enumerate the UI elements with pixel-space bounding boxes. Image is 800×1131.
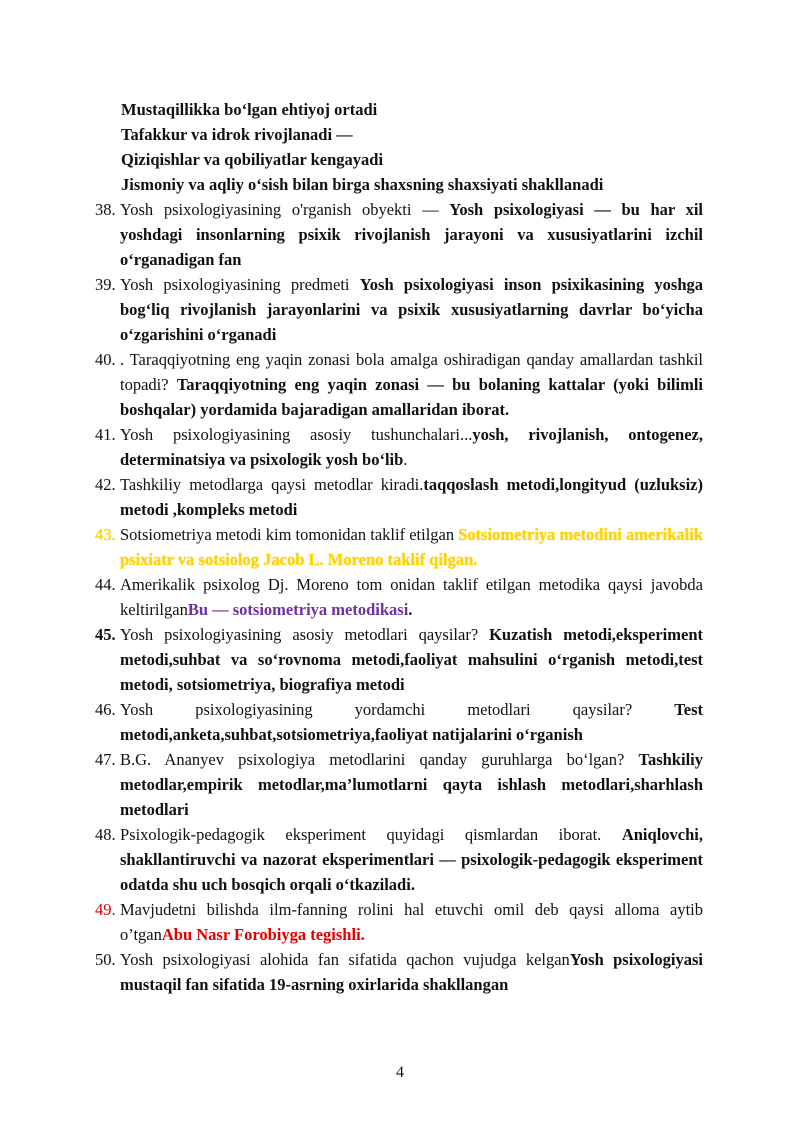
item-text — [120, 472, 703, 522]
item-number: 41. — [95, 425, 116, 444]
question-text: Yosh psixologiyasining yordamchi metodlari qaysilar? — [120, 700, 675, 719]
question-text: Yosh psixologiyasi alohida fan sifatida qachon vujudga kelgan — [120, 950, 570, 969]
question-text: Yosh psixologiyasining predmeti — [120, 275, 360, 294]
question-item-45 — [95, 622, 703, 697]
item-number: 50. — [95, 950, 116, 969]
item-text — [120, 822, 703, 897]
answer-text: yosh, rivojlanish, ontogenez, determinatsiya va psixologik yosh bo‘lib — [120, 425, 703, 469]
question-text: B.G. Ananyev psixologiya metodlarini qanday guruhlarga bo‘lgan? — [120, 750, 639, 769]
answer-text: Yosh psixologiyasi inson psixikasining yoshga bog‘liq rivojlanish jarayonlarini va psixik xususiyatlarning davrlar bo‘yicha o‘zgarishini o‘rganadi — [120, 275, 703, 344]
item-number: 46. — [95, 700, 116, 719]
item-text — [120, 272, 703, 347]
item-text — [120, 747, 703, 822]
question-item-48 — [95, 822, 703, 897]
item-number: 49. — [95, 900, 116, 919]
question-item-41 — [95, 422, 703, 472]
item-text — [120, 697, 703, 747]
question-text: Yosh psixologiyasining o'rganish obyekti — — [120, 200, 450, 219]
answer-text: Tashkiliy metodlar,empirik metodlar,ma’lumotlarni qayta ishlash metodlari,sharhlash metodlari — [120, 750, 703, 819]
item-number: 40. — [95, 350, 116, 369]
question-text: Tashkiliy metodlarga qaysi metodlar kiradi. — [120, 475, 424, 494]
answer-text: Sotsiometriya metodini amerikalik psixiatr va sotsiolog Jacob L. Moreno taklif qilgan. — [120, 525, 703, 569]
item-number: 44. — [95, 575, 116, 594]
answer-text: Kuzatish metodi,eksperiment metodi,suhbat va so‘rovnoma metodi,faoliyat mahsulini o‘rganish metodi,test metodi, sotsiometriya, biografiya metodi — [120, 625, 703, 694]
question-item-38 — [95, 197, 703, 272]
question-item-46 — [95, 697, 703, 747]
continued-line: Mustaqillikka bo‘lgan ehtiyoj ortadi — [121, 100, 378, 119]
item-text — [120, 897, 703, 947]
item-number: 39. — [95, 275, 116, 294]
answer-tail: . — [408, 600, 413, 619]
item-number: 42. — [95, 475, 116, 494]
question-text: Sotsiometriya metodi kim tomonidan taklif etilgan — [120, 525, 459, 544]
answer-text: taqqoslash metodi,longityud (uzluksiz) metodi ,kompleks metodi — [120, 475, 703, 519]
item-number: 38. — [95, 200, 116, 219]
item-text — [120, 347, 703, 422]
item-number: 45. — [95, 625, 116, 644]
item-text — [120, 622, 703, 697]
continued-answer-list — [121, 97, 706, 197]
answer-tail: . — [403, 450, 408, 469]
question-text: Psixologik-pedagogik eksperiment quyidagi qismlardan iborat. — [120, 825, 622, 844]
question-item-44 — [95, 572, 703, 622]
item-number: 48. — [95, 825, 116, 844]
question-text: Amerikalik psixolog Dj. Moreno tom onidan taklif etilgan metodika qaysi javobda keltirilgan — [120, 575, 703, 619]
continued-line: Jismoniy va aqliy o‘sish bilan birga shaxsning shaxsiyati shakllanadi — [121, 175, 604, 194]
item-text — [120, 947, 703, 997]
question-item-43 — [95, 522, 703, 572]
answer-text: Aniqlovchi, shakllantiruvchi va nazorat eksperimentlari — psixologik-pedagogik eksperiment odatda shu uch bosqich orqali o‘tkaziladi. — [120, 825, 703, 894]
question-item-42 — [95, 472, 703, 522]
question-text: Yosh psixologiyasining asosiy tushunchalari... — [120, 425, 473, 444]
answer-text: Taraqqiyotning eng yaqin zonasi — bu bolaning kattalar (yoki bilimli boshqalar) yordamida bajaradigan amallaridan iborat. — [120, 375, 703, 419]
question-list — [95, 197, 703, 997]
page-number: 4 — [396, 1064, 404, 1081]
answer-text: Test metodi,anketa,suhbat,sotsiometriya,faoliyat natijalarini o‘rganish — [120, 700, 703, 744]
question-text: Mavjudetni bilishda ilm-fanning rolini hal etuvchi omil deb qaysi alloma aytib o’tgan — [120, 900, 703, 944]
item-text — [120, 572, 703, 622]
question-item-49 — [95, 897, 703, 947]
answer-text: Yosh psixologiyasi — bu har xil yoshdagi insonlarning psixik rivojlanish jarayoni va xususiyatlarini izchil o‘rganadigan fan — [120, 200, 703, 269]
answer-text: Yosh psixologiyasi mustaqil fan sifatida 19-asrning oxirlarida shakllangan — [120, 950, 703, 994]
question-item-39 — [95, 272, 703, 347]
answer-text: Abu Nasr Forobiyga tegishli. — [161, 925, 365, 944]
item-text — [120, 197, 703, 272]
item-text — [120, 422, 703, 472]
question-item-47 — [95, 747, 703, 822]
question-text: Yosh psixologiyasining asosiy metodlari qaysilar? — [120, 625, 490, 644]
question-item-50 — [95, 947, 703, 997]
continued-line: Tafakkur va idrok rivojlanadi — — [121, 125, 353, 144]
item-text — [120, 522, 703, 572]
item-number: 47. — [95, 750, 116, 769]
continued-line: Qiziqishlar va qobiliyatlar kengayadi — [121, 150, 384, 169]
question-item-40 — [95, 347, 703, 422]
answer-text: Bu — sotsiometriya metodikasi — [187, 600, 409, 619]
item-number: 43. — [95, 525, 116, 544]
question-text: . Taraqqiyotning eng yaqin zonasi bola amalga oshiradigan qanday amallardan tashkil topadi? — [120, 350, 703, 394]
